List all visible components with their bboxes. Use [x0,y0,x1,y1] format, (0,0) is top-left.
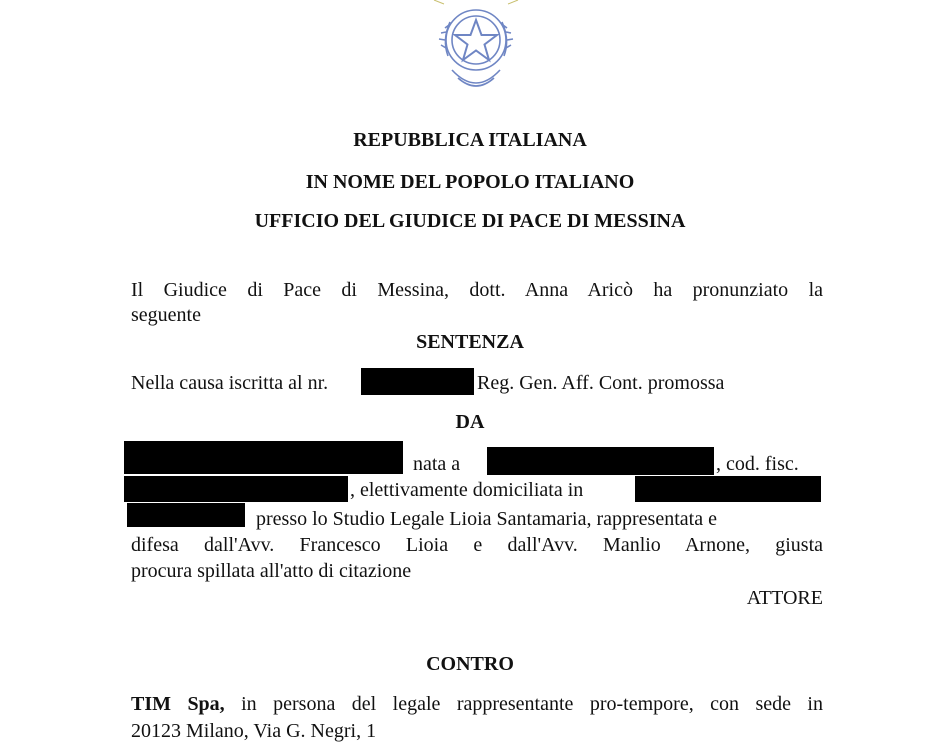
redaction-box [361,368,474,395]
redaction-box [124,476,348,502]
intro-line-2: seguente [131,304,201,326]
domicile-label: , elettivamente domiciliata in [350,479,584,501]
procura-line: procura spillata all'atto di citazione [131,560,412,582]
header-people: IN NOME DEL POPOLO ITALIANO [305,171,635,193]
cod-fisc-label: , cod. fisc. [716,453,799,475]
causa-suffix: Reg. Gen. Aff. Cont. promossa [477,372,725,394]
convenuto-line-2: 20123 Milano, Via G. Negri, 1 [131,720,377,742]
attore-label: ATTORE [746,587,823,609]
header-office: UFFICIO DEL GIUDICE DI PACE DI MESSINA [254,210,686,232]
difesa-line: difesa dall'Avv. Francesco Lioia e dall'Avv. Manlio Arnone, giusta [131,534,823,556]
presso-line: presso lo Studio Legale Lioia Santamaria, rappresentata e [256,508,717,530]
intro-line-1: Il Giudice di Pace di Messina, dott. Anna Aricò ha pronunziato la [131,279,823,301]
sentenza-title: SENTENZA [416,331,524,353]
convenuto-name: TIM Spa, [131,693,225,715]
emblem-icon [428,0,524,104]
redaction-box [124,441,403,474]
causa-prefix: Nella causa iscritta al nr. [131,372,329,394]
redaction-box [487,447,714,475]
redaction-box [127,503,245,527]
da-title: DA [455,411,485,433]
contro-title: CONTRO [426,653,514,675]
nata-a-label: nata a [413,453,461,475]
convenuto-line-1-rest: in persona del legale rappresentante pro-tempore, con sede in [224,693,823,715]
header-republic: REPUBBLICA ITALIANA [353,129,587,151]
convenuto-line-1 [131,692,823,716]
redaction-box [635,476,821,502]
